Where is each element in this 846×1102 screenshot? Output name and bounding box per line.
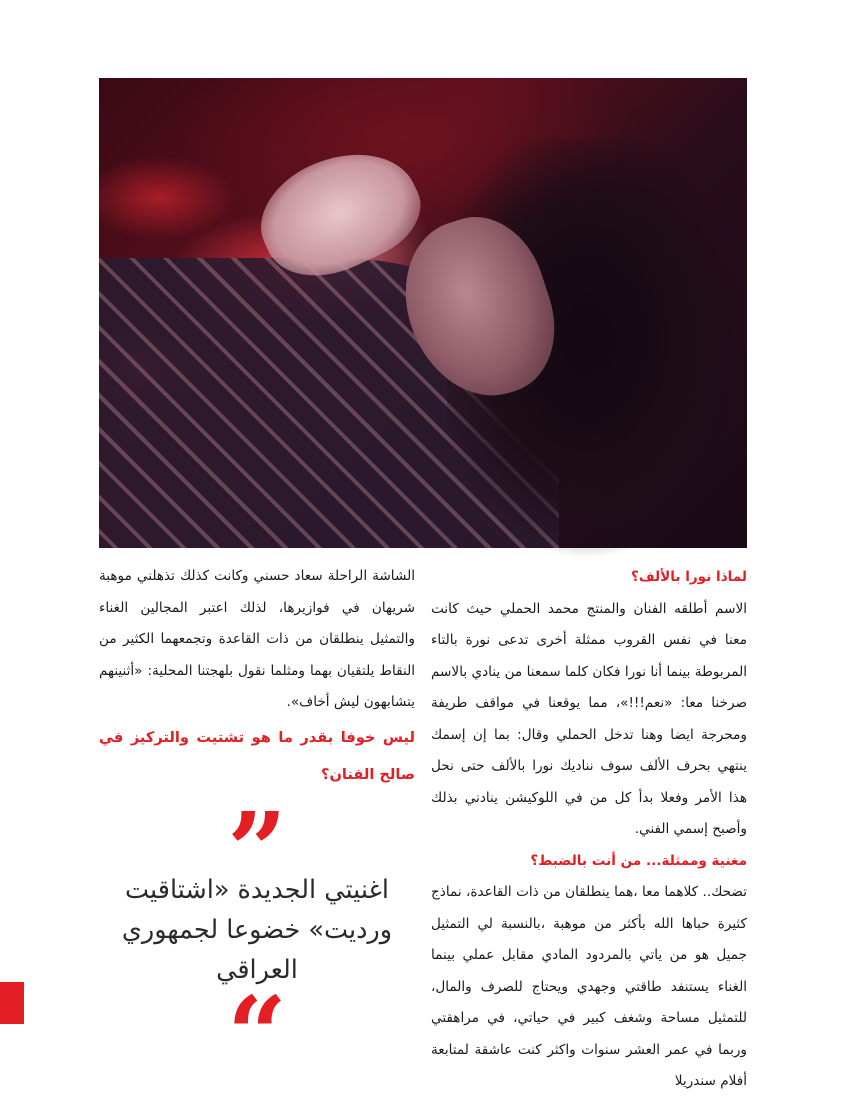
right-article-column — [431, 562, 747, 1098]
paragraph-continuation: الشاشة الراحلة سعاد حسني وكانت كذلك تذهلني موهبة شريهان في فوازيرها، لذلك اعتبر المجالين الغناء والتمثيل ينطلقان من ذات القاعدة وتجمعهما الكثير من النقاط يلتقيان بهما ومثلما نقول بلهجتنا المحلية: «أثنينهم يتشابهون ليش أخاف». — [99, 568, 415, 710]
left-article-column — [99, 561, 415, 793]
page-edge-tab — [0, 982, 24, 1024]
pull-quote — [99, 789, 415, 1096]
paragraph-name-origin: الاسم أطلقه الفنان والمنتج محمد الحملي حيث كانت معنا في نفس القروب ممثلة أخرى تدعى نورة بالتاء المربوطة بينما أنا نورا فكان كلما سمعنا من ينادي بالاسم صرخنا معا: «نعم!!!»، مما يوقعنا في مواقف طريفة ومحرجة ايضا وهنا تدخل الحملي وقال: بما إن إسمك ينتهي بحرف الألف سوف نناديك نورا بالألف حتى نحل هذا الأمر وفعلا بدأ كل من في اللوكيشن ينادني بذلك وأصبح إسمي الفني. — [431, 600, 747, 837]
open-quote-icon: ” — [227, 789, 287, 912]
close-quote-icon: “ — [227, 973, 287, 1096]
portrait-photo — [99, 78, 747, 548]
paragraph-singing-acting: تضحك.. كلاهما معا ،هما ينطلقان من ذات القاعدة، نماذج كثيرة حباها الله بأكثر من موهبة ،بالنسبة لي التمثيل جميل هو من ياتي بالمردود المادي مقابل عملي بينما الغناء يستنفد طاقتي وجهدي ويحتاج للصرف والمال، للتمثيل مساحة وشغف كبير في حياتي، في مراهقتي وربما في عمر العشر سنوات واكثر كنت عاشقة لمتابعة أفلام سندريلا — [431, 884, 747, 1089]
section-heading-why-nora: لماذا نورا بالألف؟ — [630, 569, 747, 585]
section-heading-distraction: ليس خوفا بقدر ما هو تشتيت والتركيز في صالح الفنان؟ — [99, 728, 415, 783]
section-heading-singer-actress: مغنية وممثلة... من أنت بالضبط؟ — [530, 852, 747, 869]
pull-quote-text: اغنيتي الجديدة «اشتاقيت ورديت» خضوعا لجمهوري العراقي — [121, 875, 393, 985]
